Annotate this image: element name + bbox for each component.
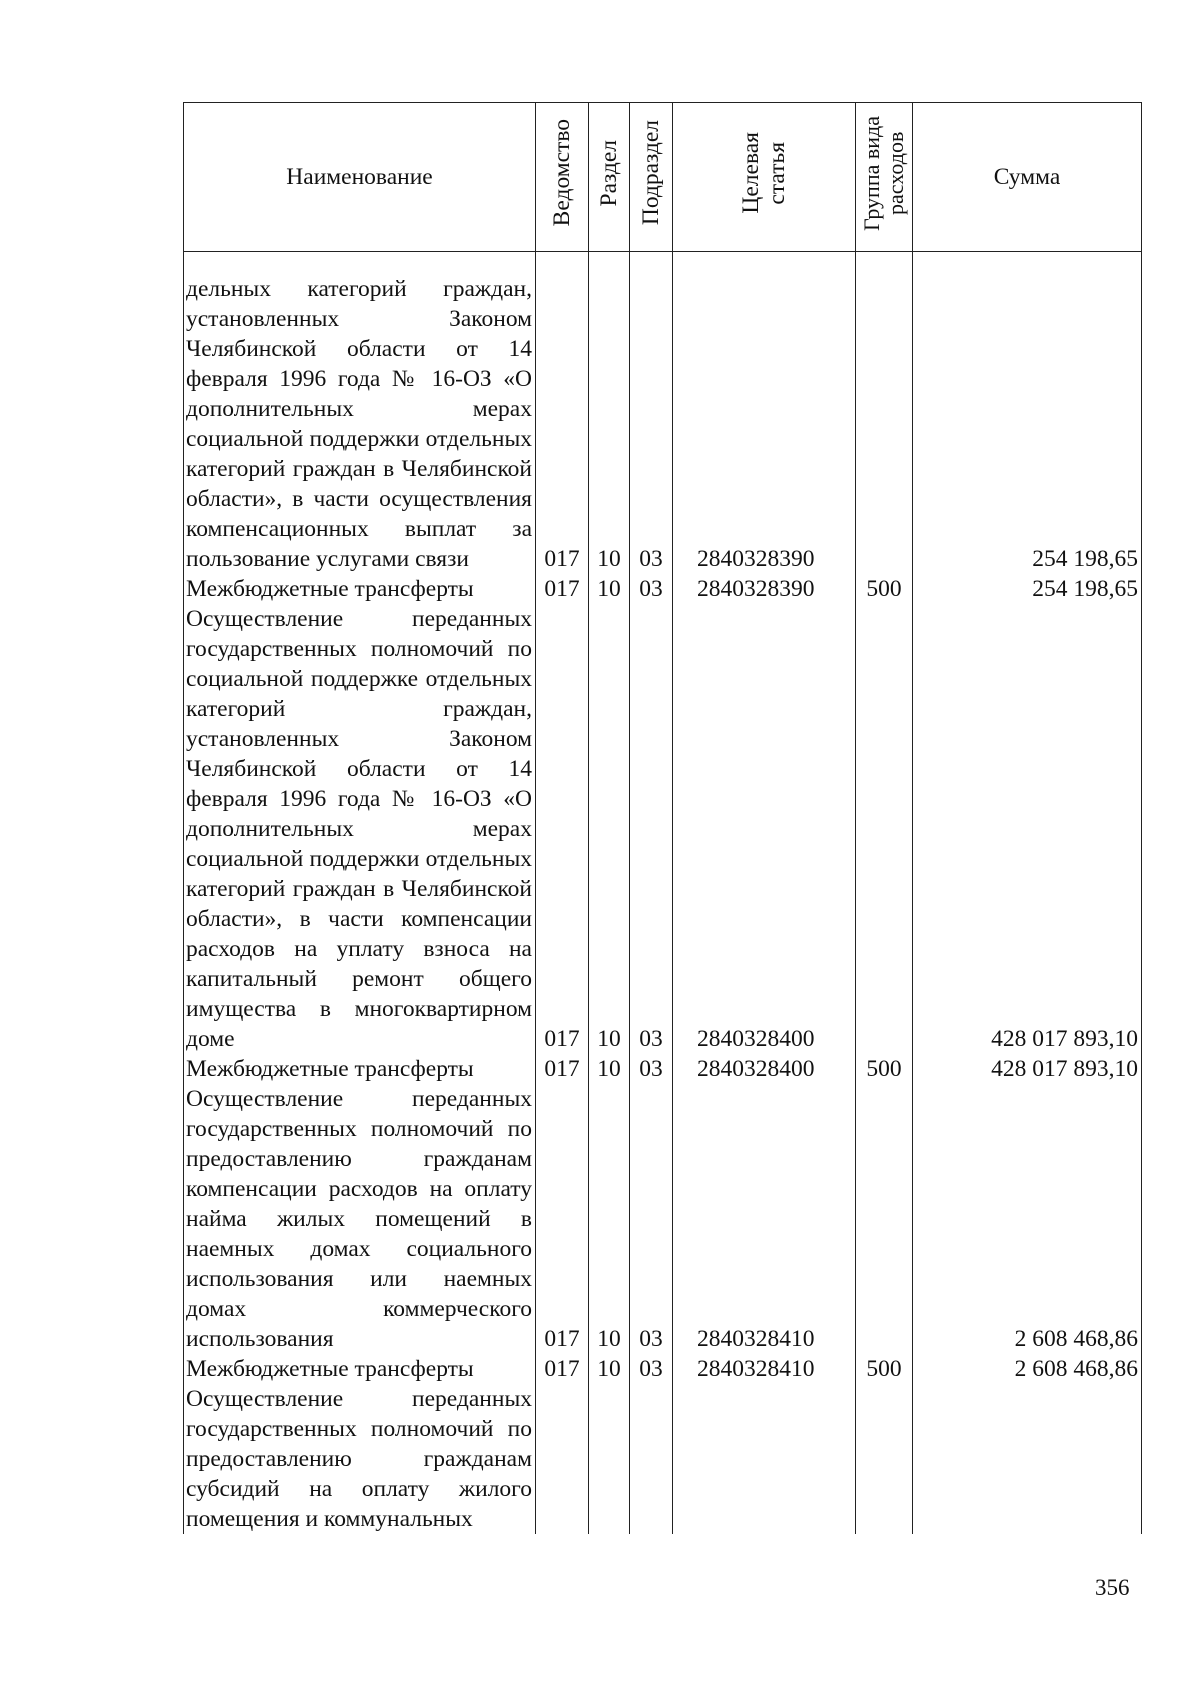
row-name: Осуществление переданных государственных полномочий по предоставлению гражданам субсидий на оплату жилого помещения и коммунальных (184, 1384, 536, 1534)
page-number: 356 (1095, 1575, 1130, 1600)
row-summa: 428 017 893,10 (913, 1054, 1142, 1084)
header-gruppa-label: Группа вида расходов (859, 115, 908, 231)
header-celevaya-label: Целевая статья (738, 132, 790, 214)
row-summa: 2 608 468,86 (913, 1354, 1142, 1384)
row-razdel: 10 (589, 604, 630, 1054)
row-razdel: 10 (589, 1054, 630, 1084)
row-celevaya: 2840328400 (673, 1054, 856, 1084)
header-name: Наименование (184, 103, 536, 252)
row-celevaya: 2840328400 (673, 604, 856, 1054)
row-name: Межбюджетные трансферты (184, 1054, 536, 1084)
header-summa: Сумма (913, 103, 1142, 252)
table-row (184, 574, 1142, 604)
table-row (184, 1084, 1142, 1354)
row-summa (913, 1384, 1142, 1534)
table-row (184, 1054, 1142, 1084)
header-razdel (589, 103, 630, 252)
row-podrazdel: 03 (630, 604, 673, 1054)
row-name: Осуществление переданных государственных полномочий по предоставлению гражданам компенсации расходов на оплату найма жилых помещений в наемных домах социального использования или наемных домах коммерческого использования (184, 1084, 536, 1354)
row-razdel: 10 (589, 574, 630, 604)
header-celevaya (673, 103, 856, 252)
table-row (184, 604, 1142, 1054)
row-celevaya: 2840328410 (673, 1354, 856, 1384)
row-vedomstvo: 017 (536, 274, 589, 574)
row-vedomstvo: 017 (536, 574, 589, 604)
row-name: Межбюджетные трансферты (184, 1354, 536, 1384)
budget-table (183, 102, 1142, 1534)
row-name: Осуществление переданных государственных полномочий по социальной поддержке отдельных категорий граждан, установленных Законом Челябинской области от 14 февраля 1996 года № 16-ОЗ «О дополнительных мерах социальной поддержки отдельных категорий граждан в Челябинской области», в части компенсации расходов на уплату взноса на капитальный ремонт общего имущества в многоквартирном доме (184, 604, 536, 1054)
header-vedomstvo-label: Ведомство (549, 119, 575, 227)
header-vedomstvo (536, 103, 589, 252)
row-vedomstvo: 017 (536, 1084, 589, 1354)
row-summa: 428 017 893,10 (913, 604, 1142, 1054)
row-razdel: 10 (589, 274, 630, 574)
row-vedomstvo (536, 1384, 589, 1534)
row-gruppa: 500 (856, 1054, 913, 1084)
row-podrazdel: 03 (630, 1084, 673, 1354)
header-podrazdel (630, 103, 673, 252)
row-name: Межбюджетные трансферты (184, 574, 536, 604)
row-name: дельных категорий граждан, установленных Законом Челябинской области от 14 февраля 1996 года № 16-ОЗ «О дополнительных мерах социальной поддержки отдельных категорий граждан в Челябинской области», в части осуществления компенсационных выплат за пользование услугами связи (184, 274, 536, 574)
row-gruppa (856, 604, 913, 1054)
row-gruppa: 500 (856, 1354, 913, 1384)
row-podrazdel (630, 1384, 673, 1534)
table-row (184, 1354, 1142, 1384)
row-vedomstvo: 017 (536, 604, 589, 1054)
row-razdel: 10 (589, 1084, 630, 1354)
row-podrazdel: 03 (630, 1354, 673, 1384)
table-header-row (184, 103, 1142, 252)
row-podrazdel: 03 (630, 274, 673, 574)
row-podrazdel: 03 (630, 574, 673, 604)
row-razdel: 10 (589, 1354, 630, 1384)
table-row (184, 274, 1142, 574)
row-summa: 2 608 468,86 (913, 1084, 1142, 1354)
row-summa: 254 198,65 (913, 574, 1142, 604)
row-razdel (589, 1384, 630, 1534)
header-razdel-label: Раздел (596, 139, 622, 207)
header-podrazdel-label: Подраздел (638, 120, 664, 226)
table-spacer (184, 252, 1142, 275)
header-gruppa (856, 103, 913, 252)
row-celevaya: 2840328390 (673, 274, 856, 574)
row-celevaya: 2840328390 (673, 574, 856, 604)
row-celevaya: 2840328410 (673, 1084, 856, 1354)
row-celevaya (673, 1384, 856, 1534)
row-vedomstvo: 017 (536, 1354, 589, 1384)
row-gruppa (856, 274, 913, 574)
row-vedomstvo: 017 (536, 1054, 589, 1084)
row-gruppa (856, 1084, 913, 1354)
row-summa: 254 198,65 (913, 274, 1142, 574)
row-podrazdel: 03 (630, 1054, 673, 1084)
table-row (184, 1384, 1142, 1534)
row-gruppa: 500 (856, 574, 913, 604)
row-gruppa (856, 1384, 913, 1534)
